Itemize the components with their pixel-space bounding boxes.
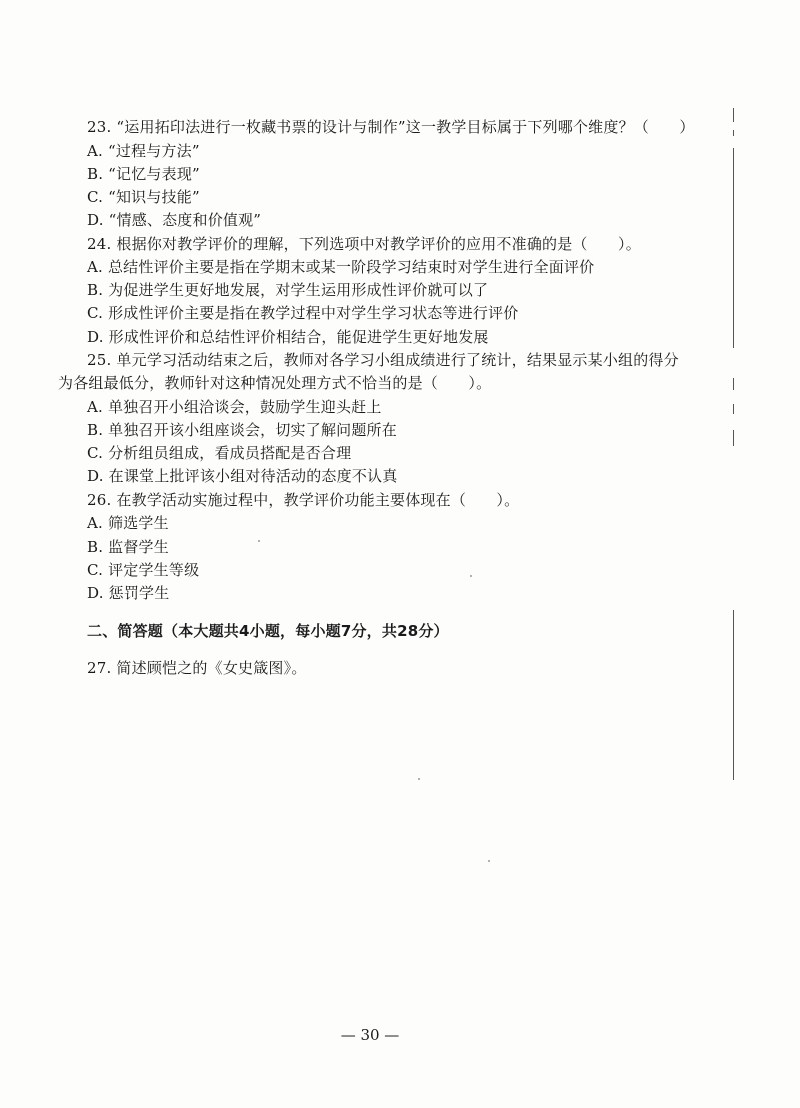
question-26-option-b: B. 监督学生 (87, 538, 169, 556)
binding-line-segment (733, 148, 734, 348)
question-24-option-d: D. 形成性评价和总结性评价相结合，能促进学生更好地发展 (87, 328, 489, 346)
question-25-stem-line-1: 25. 单元学习活动结束之后，教师对各学习小组成绩进行了统计，结果显示某小组的得分 (87, 351, 679, 369)
question-25-stem-line-2: 为各组最低分，教师针对这种情况处理方式不恰当的是（ ）。 (58, 374, 492, 392)
binding-line-segment (733, 404, 734, 414)
binding-line-segment (733, 378, 734, 390)
scan-speck (470, 575, 472, 577)
question-25-option-b: B. 单独召开该小组座谈会，切实了解问题所在 (87, 421, 397, 439)
question-23-option-d: D. “情感、态度和价值观” (87, 211, 262, 229)
question-24-option-a: A. 总结性评价主要是指在学期末或某一阶段学习结束时对学生进行全面评价 (87, 258, 595, 276)
scan-speck (418, 778, 420, 780)
scan-speck (488, 860, 490, 862)
binding-line-segment (733, 610, 734, 780)
binding-line-segment (733, 430, 734, 446)
question-26-stem: 26. 在教学活动实施过程中，教学评价功能主要体现在（ ）。 (87, 491, 520, 509)
question-26-option-a: A. 筛选学生 (87, 514, 169, 532)
question-23-option-c: C. “知识与技能” (87, 188, 200, 206)
question-26-option-c: C. 评定学生等级 (87, 561, 200, 579)
question-24-option-c: C. 形成性评价主要是指在教学过程中对学生学习状态等进行评价 (87, 304, 519, 322)
binding-line-segment (733, 108, 734, 122)
question-23-stem: 23. “运用拓印法进行一枚藏书票的设计与制作”这一教学目标属于下列哪个维度？（ ） (87, 118, 695, 136)
question-27-stem: 27. 简述顾恺之的《女史箴图》。 (87, 659, 307, 677)
page-number: — 30 — (340, 1026, 400, 1044)
question-26-option-d: D. 惩罚学生 (87, 584, 170, 602)
question-25-option-a: A. 单独召开小组洽谈会，鼓励学生迎头赶上 (87, 398, 382, 416)
question-23-option-a: A. “过程与方法” (87, 142, 200, 160)
binding-line-segment (733, 130, 734, 136)
question-23-option-b: B. “记忆与表现” (87, 165, 200, 183)
question-24-option-b: B. 为促进学生更好地发展，对学生运用形成性评价就可以了 (87, 281, 489, 299)
question-24-stem: 24. 根据你对教学评价的理解，下列选项中对教学评价的应用不准确的是（ ）。 (87, 235, 641, 253)
question-25-option-d: D. 在课堂上批评该小组对待活动的态度不认真 (87, 467, 398, 485)
scan-speck (258, 540, 260, 542)
section-2-heading: 二、简答题（本大题共4小题，每小题7分，共28分） (87, 622, 449, 640)
question-25-option-c: C. 分析组员组成，看成员搭配是否合理 (87, 444, 352, 462)
